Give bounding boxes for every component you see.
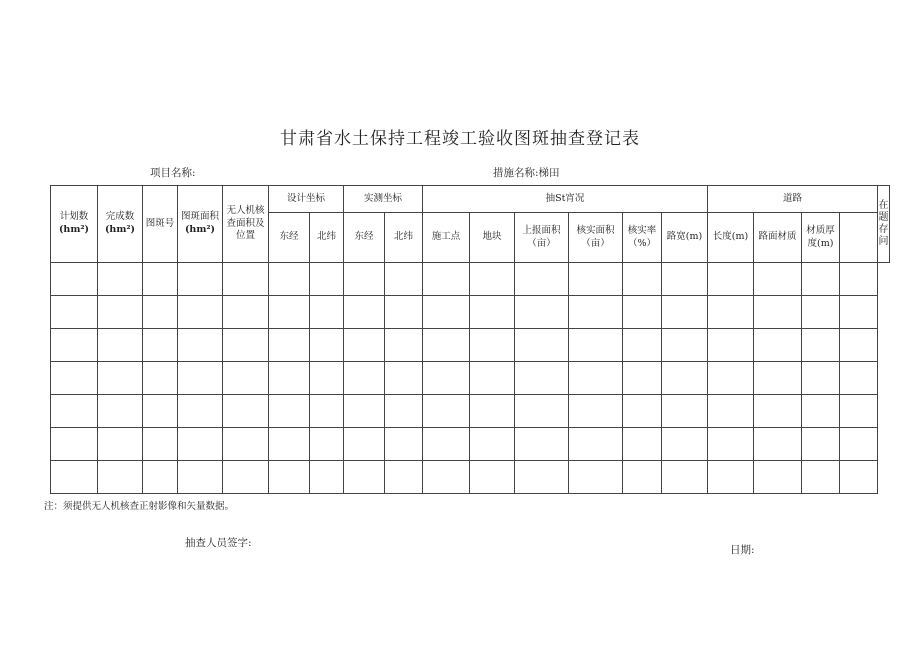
table-cell[interactable] (470, 329, 515, 362)
table-cell[interactable] (623, 461, 662, 494)
col-plot: 地块 (470, 213, 515, 263)
table-row (51, 461, 890, 494)
table-cell[interactable] (423, 395, 470, 428)
table-cell[interactable] (143, 461, 178, 494)
table-cell[interactable] (840, 395, 878, 428)
table-cell[interactable] (344, 395, 385, 428)
table-cell[interactable] (802, 395, 840, 428)
table-cell[interactable] (569, 329, 623, 362)
table-cell[interactable] (269, 461, 310, 494)
col-design-coord: 设计坐标 (269, 186, 344, 213)
table-cell[interactable] (98, 263, 143, 296)
table-cell[interactable] (223, 395, 269, 428)
table-cell[interactable] (385, 329, 423, 362)
table-cell[interactable] (754, 296, 802, 329)
col-material-thickness: 材质厚度(m) (802, 213, 840, 263)
table-cell[interactable] (51, 296, 98, 329)
table-cell[interactable] (385, 296, 423, 329)
table-cell[interactable] (223, 461, 269, 494)
table-cell[interactable] (840, 329, 878, 362)
table-cell[interactable] (269, 263, 310, 296)
table-cell[interactable] (470, 263, 515, 296)
table-cell[interactable] (623, 395, 662, 428)
table-cell[interactable] (223, 296, 269, 329)
table-cell[interactable] (623, 362, 662, 395)
table-cell[interactable] (662, 263, 708, 296)
table-cell[interactable] (310, 395, 344, 428)
table-cell[interactable] (754, 362, 802, 395)
table-row (51, 263, 890, 296)
table-cell[interactable] (470, 461, 515, 494)
table-cell[interactable] (623, 428, 662, 461)
col-reported-area: 上报面积（亩） (515, 213, 569, 263)
table-cell[interactable] (662, 329, 708, 362)
table-cell[interactable] (178, 461, 223, 494)
table-cell[interactable] (423, 329, 470, 362)
table-cell[interactable] (754, 395, 802, 428)
table-cell[interactable] (310, 329, 344, 362)
table-cell[interactable] (344, 362, 385, 395)
col-verified-area: 核实面积（亩） (569, 213, 623, 263)
table-cell[interactable] (51, 461, 98, 494)
table-cell[interactable] (662, 428, 708, 461)
table-cell[interactable] (310, 461, 344, 494)
table-cell[interactable] (178, 362, 223, 395)
table-cell[interactable] (802, 362, 840, 395)
col-completed: 完成数 (hm²) (98, 186, 143, 263)
table-cell[interactable] (423, 263, 470, 296)
col-measured-north: 北纬 (385, 213, 423, 263)
table-cell[interactable] (623, 263, 662, 296)
table-cell[interactable] (569, 263, 623, 296)
table-cell[interactable] (515, 362, 569, 395)
footnote: 注：须提供无人机核查正射影像和矢量数据。 (44, 501, 235, 512)
table-row (51, 428, 890, 461)
table-cell[interactable] (143, 362, 178, 395)
table-cell[interactable] (802, 296, 840, 329)
table-cell[interactable] (708, 461, 754, 494)
table-cell[interactable] (310, 263, 344, 296)
table-cell[interactable] (98, 362, 143, 395)
table-cell[interactable] (143, 263, 178, 296)
table-cell[interactable] (802, 428, 840, 461)
table-cell[interactable] (802, 263, 840, 296)
table-cell[interactable] (310, 362, 344, 395)
table-cell[interactable] (344, 329, 385, 362)
table-cell[interactable] (662, 461, 708, 494)
col-measured-coord: 实测坐标 (344, 186, 423, 213)
table-cell[interactable] (423, 362, 470, 395)
table-cell[interactable] (269, 296, 310, 329)
table-cell[interactable] (178, 263, 223, 296)
table-cell[interactable] (569, 461, 623, 494)
table-cell[interactable] (708, 296, 754, 329)
table-cell[interactable] (385, 362, 423, 395)
table-cell[interactable] (344, 428, 385, 461)
col-verify-rate: 核实率（%） (623, 213, 662, 263)
table-cell[interactable] (708, 329, 754, 362)
table-cell[interactable] (344, 296, 385, 329)
col-planned: 计划数 (hm²) (51, 186, 98, 263)
col-road-width: 路宽(m) (662, 213, 708, 263)
table-cell[interactable] (269, 395, 310, 428)
table-cell[interactable] (385, 263, 423, 296)
table-row (51, 395, 890, 428)
table-cell[interactable] (223, 329, 269, 362)
col-road-material: 路面材质 (754, 213, 802, 263)
table-cell[interactable] (754, 329, 802, 362)
table-cell[interactable] (269, 362, 310, 395)
table-cell[interactable] (708, 362, 754, 395)
page-title: 甘肃省水土保持工程竣工验收图斑抽查登记表 (280, 129, 640, 149)
table-cell[interactable] (223, 362, 269, 395)
table-cell[interactable] (223, 263, 269, 296)
col-road: 道路 (708, 186, 878, 213)
table-cell[interactable] (802, 461, 840, 494)
table-cell[interactable] (143, 329, 178, 362)
col-inspection: 抽St宵况 (423, 186, 708, 213)
table-cell[interactable] (515, 395, 569, 428)
table-cell[interactable] (840, 362, 878, 395)
table-cell[interactable] (569, 428, 623, 461)
table-cell[interactable] (840, 428, 878, 461)
table-cell[interactable] (470, 428, 515, 461)
col-patch-no: 图斑号 (143, 186, 178, 263)
col-measured-east: 东经 (344, 213, 385, 263)
table-cell[interactable] (662, 296, 708, 329)
measure-name-field (493, 165, 560, 180)
table-cell[interactable] (754, 461, 802, 494)
table-cell[interactable] (470, 296, 515, 329)
table-cell[interactable] (515, 263, 569, 296)
table-cell[interactable] (423, 428, 470, 461)
table-cell[interactable] (178, 395, 223, 428)
table-cell[interactable] (178, 428, 223, 461)
measure-name-label: 措施名称: (493, 167, 539, 179)
col-design-north: 北纬 (310, 213, 344, 263)
table-cell[interactable] (51, 395, 98, 428)
table-cell[interactable] (569, 296, 623, 329)
table-cell[interactable] (470, 395, 515, 428)
table-row (51, 329, 890, 362)
header-row-1 (51, 186, 890, 213)
inspector-signature-label: 抽查人员签字: (185, 537, 252, 549)
table-cell[interactable] (178, 329, 223, 362)
table-cell[interactable] (708, 428, 754, 461)
project-name-label: 项目名称: (150, 167, 196, 179)
table-cell[interactable] (143, 428, 178, 461)
date-label: 日期: (730, 544, 755, 556)
table-cell[interactable] (98, 461, 143, 494)
table-cell[interactable] (423, 461, 470, 494)
table-cell[interactable] (51, 428, 98, 461)
table-cell[interactable] (515, 428, 569, 461)
table-cell[interactable] (310, 296, 344, 329)
table-cell[interactable] (423, 296, 470, 329)
table-cell[interactable] (515, 461, 569, 494)
table-cell[interactable] (623, 296, 662, 329)
table-cell[interactable] (840, 461, 878, 494)
table-cell[interactable] (840, 263, 878, 296)
table-cell[interactable] (754, 263, 802, 296)
col-design-east: 东经 (269, 213, 310, 263)
table-cell[interactable] (569, 395, 623, 428)
table-cell[interactable] (802, 329, 840, 362)
table-cell[interactable] (178, 296, 223, 329)
table-cell[interactable] (143, 395, 178, 428)
table-row (51, 362, 890, 395)
col-drone-check: 无人机核查面积及位置 (223, 186, 269, 263)
table-cell[interactable] (569, 362, 623, 395)
table-cell[interactable] (269, 428, 310, 461)
table-cell[interactable] (708, 395, 754, 428)
table-cell[interactable] (385, 461, 423, 494)
table-cell[interactable] (51, 329, 98, 362)
col-site: 施工点 (423, 213, 470, 263)
table-cell[interactable] (98, 395, 143, 428)
table-cell[interactable] (51, 362, 98, 395)
table-cell[interactable] (385, 395, 423, 428)
table-cell[interactable] (515, 296, 569, 329)
table-cell[interactable] (98, 428, 143, 461)
table-cell[interactable] (98, 296, 143, 329)
table-cell[interactable] (143, 296, 178, 329)
col-road-length: 长度(m) (708, 213, 754, 263)
table-cell[interactable] (708, 263, 754, 296)
register-table (50, 185, 890, 494)
table-cell[interactable] (840, 296, 878, 329)
table-row (51, 296, 890, 329)
table-cell[interactable] (623, 329, 662, 362)
col-issues: 在题存问 (878, 186, 890, 263)
table-cell[interactable] (385, 428, 423, 461)
table-cell[interactable] (269, 329, 310, 362)
table-cell[interactable] (344, 461, 385, 494)
table-cell[interactable] (754, 428, 802, 461)
table-cell[interactable] (662, 362, 708, 395)
table-cell[interactable] (515, 329, 569, 362)
table-cell[interactable] (310, 428, 344, 461)
table-cell[interactable] (98, 329, 143, 362)
table-cell[interactable] (51, 263, 98, 296)
col-patch-area: 图斑面积 (hm²) (178, 186, 223, 263)
table-cell[interactable] (344, 263, 385, 296)
table-cell[interactable] (223, 428, 269, 461)
measure-name-value: 梯田 (538, 167, 560, 179)
table-cell[interactable] (662, 395, 708, 428)
table-cell[interactable] (470, 362, 515, 395)
